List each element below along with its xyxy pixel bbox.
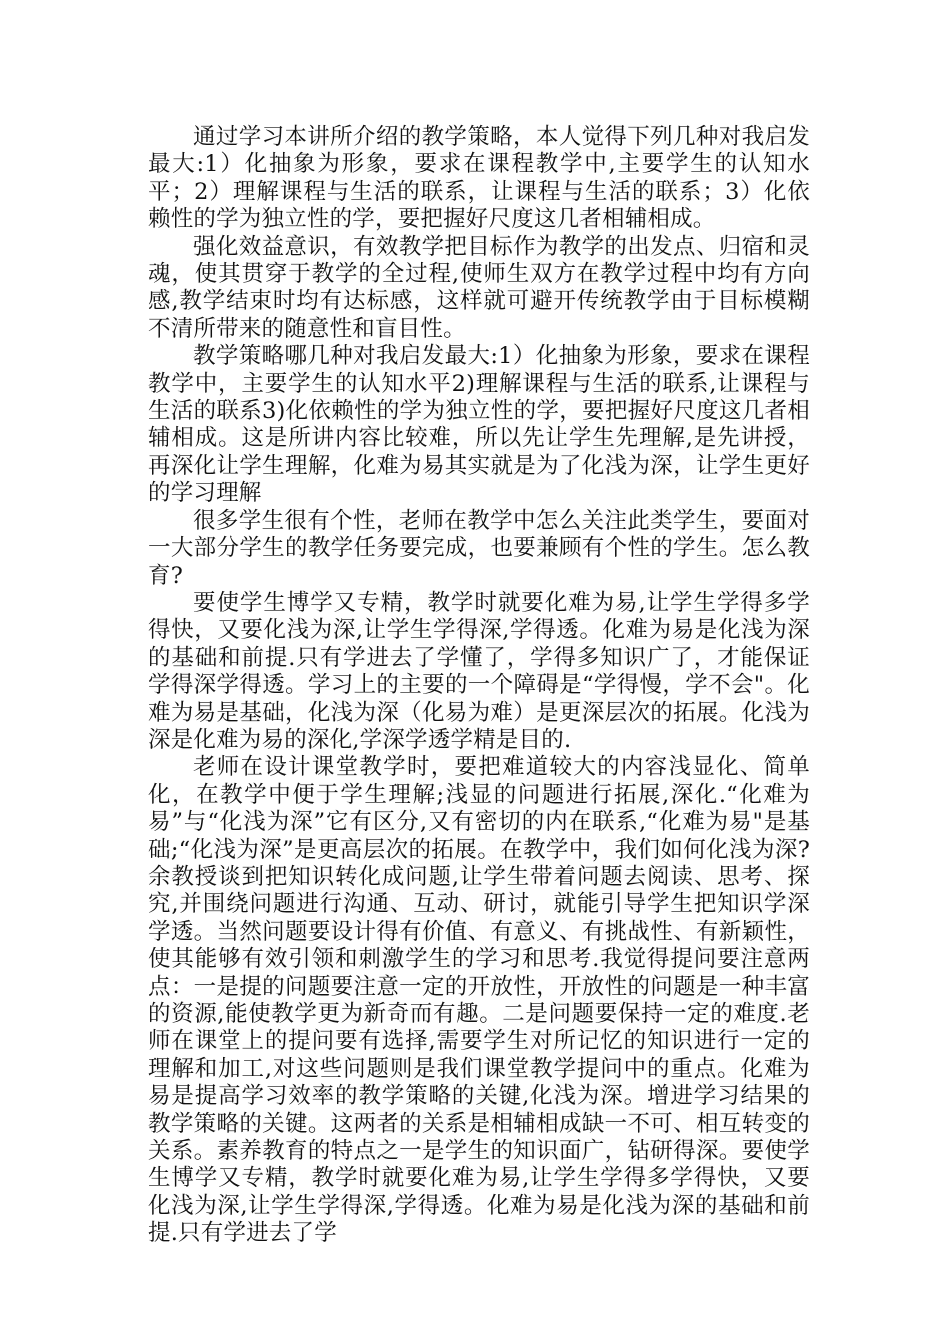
document-body (148, 124, 810, 1248)
paragraph-5: 要使学生博学又专精，教学时就要化难为易,让学生学得多学得快，又要化浅为深,让学生学得深,学得透。化难为易是化浅为深的基础和前提.只有学进去了学懂了，学得多知识广了，才能保证学得深学得透。学习上的主要的一个障碍是“学得慢，学不会"。化难为易是基础，化浅为深（化易为难）是更深层次的拓展。化浅为深是化难为易的深化,学深学透学精是目的. (148, 589, 810, 753)
paragraph-6: 老师在设计课堂教学时，要把难道较大的内容浅显化、简单化，在教学中便于学生理解;浅显的问题进行拓展,深化.“化难为易”与“化浅为深”它有区分,又有密切的内在联系,“化难为易"是基础;“化浅为深”是更高层次的拓展。在教学中，我们如何化浅为深?余教授谈到把知识转化成问题,让学生带着问题去阅读、思考、探究,并围绕问题进行沟通、互动、研讨，就能引导学生把知识学深学透。当然问题要设计得有价值、有意义、有挑战性、有新颖性，使其能够有效引领和刺激学生的学习和思考.我觉得提问要注意两点：一是提的问题要注意一定的开放性，开放性的问题是一种丰富的资源,能使教学更为新奇而有趣。二是问题要保持一定的难度.老师在课堂上的提问要有选择,需要学生对所记忆的知识进行一定的理解和加工,对这些问题则是我们课堂教学提问中的重点。化难为易是提高学习效率的教学策略的关键,化浅为深。增进学习结果的教学策略的关键。这两者的关系是相辅相成缺一不可、相互转变的关系。素养教育的特点之一是学生的知识面广，钻研得深。要使学生博学又专精，教学时就要化难为易,让学生学得多学得快，又要化浅为深,让学生学得深,学得透。化难为易是化浅为深的基础和前提.只有学进去了学 (148, 754, 810, 1247)
paragraph-1: 通过学习本讲所介绍的教学策略，本人觉得下列几种对我启发最大:1）化抽象为形象，要求在课程教学中,主要学生的认知水平；2）理解课程与生活的联系，让课程与生活的联系；3）化依赖性的学为独立性的学，要把握好尺度这几者相辅相成。 (148, 124, 810, 233)
paragraph-2: 强化效益意识，有效教学把目标作为教学的出发点、归宿和灵魂，使其贯穿于教学的全过程,使师生双方在教学过程中均有方向感,教学结束时均有达标感，这样就可避开传统教学由于目标模糊不清所带来的随意性和盲目性。 (148, 233, 810, 342)
paragraph-3: 教学策略哪几种对我启发最大:1）化抽象为形象，要求在课程教学中，主要学生的认知水平2)理解课程与生活的联系,让课程与生活的联系3)化依赖性的学为独立性的学，要把握好尺度这几者相辅相成。这是所讲内容比较难，所以先让学生先理解,是先讲授，再深化让学生理解，化难为易其实就是为了化浅为深，让学生更好的学习理解 (148, 343, 810, 507)
paragraph-4: 很多学生很有个性，老师在教学中怎么关注此类学生，要面对一大部分学生的教学任务要完成，也要兼顾有个性的学生。怎么教育? (148, 507, 810, 589)
